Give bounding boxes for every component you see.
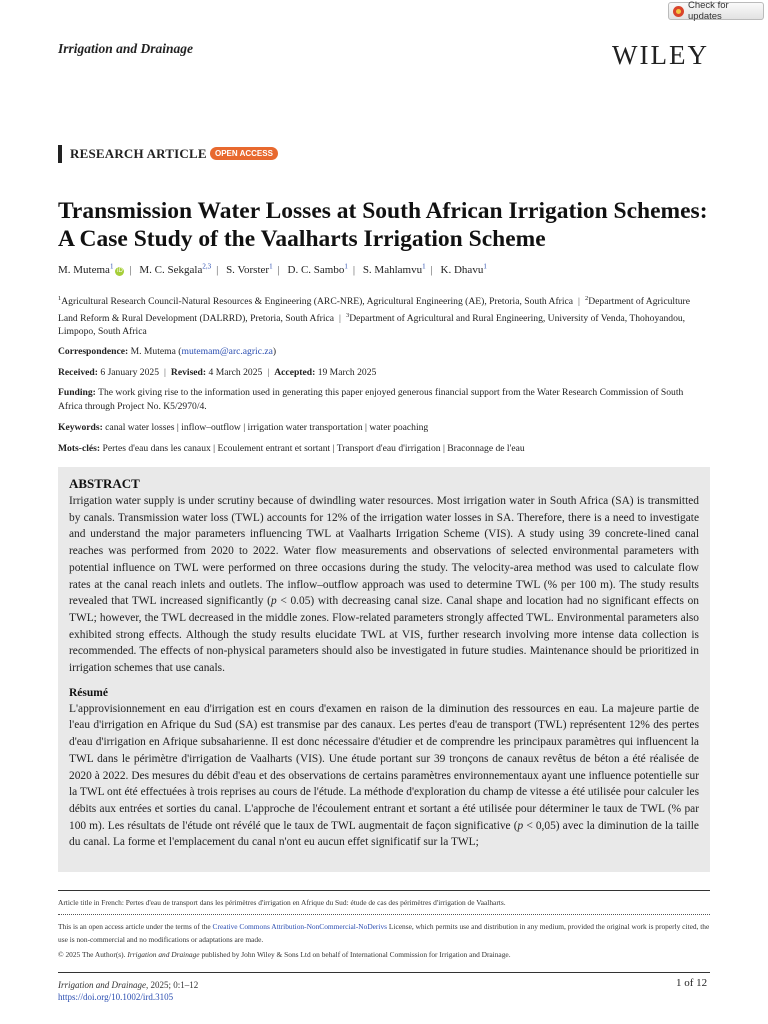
crossmark-icon [673, 6, 684, 17]
abstract-heading: ABSTRACT [69, 476, 140, 491]
footer-dotted-divider [58, 914, 710, 915]
journal-name: Irrigation and Drainage [58, 41, 194, 56]
license-note: This is an open access article under the terms of the Creative Commons Attribution-NonCommercial-NoDerivs License, which permits use and distribution in any medium, provided the original work is properly cited, the use is non-commercial and no modifications or adaptations are made. [58, 922, 710, 944]
footer-divider [58, 890, 710, 891]
article-type-label: RESEARCH ARTICLE [70, 146, 207, 161]
resume-heading: Résumé [69, 686, 108, 699]
keywords: Keywords: canal water losses | inflow–outflow | irrigation water transportation | water poaching [58, 422, 429, 433]
author-list: M. Mutema$^1$iD | M. C. Sekgala$^{2,3}$ | S. Vorster$^1$ | D. C. Sambo$^1$ | S. Mahlamvu$^1$ | K. Dhavu$^1$ [58, 262, 487, 276]
author-link[interactable]: M. C. Sekgala$^{2,3}$ [139, 262, 212, 276]
french-title-note: Article title in French: Pertes d'eau de transport dans les périmètres d'irrigation en Afrique du Sud: étude de cas des périmètres d'irrigation de Vaalharts. [58, 898, 506, 907]
check-for-updates-label: Check for updates [688, 0, 729, 22]
email-link[interactable]: mutemam@arc.agric.za [181, 346, 273, 357]
author-link[interactable]: K. Dhavu$^1$ [440, 262, 487, 276]
mots-cles: Mots-clés: Pertes d'eau dans les canaux | Ecoulement entrant et sortant | Transport d'eau d'irrigation | Braconnage de l'eau [58, 443, 525, 454]
correspondence: Correspondence: M. Mutema (mutemam@arc.agric.za) [58, 346, 277, 357]
article-title: Transmission Water Losses at South African Irrigation Schemes: A Case Study of the Vaalharts Irrigation Scheme [58, 198, 708, 252]
copyright-note: © 2025 The Author(s). Irrigation and Drainage published by John Wiley & Sons Ltd on behalf of International Commission for Irrigation and Drainage. [58, 950, 511, 959]
article-dates: Received: 6 January 2025 | Revised: 4 March 2025 | Accepted: 19 March 2025 [58, 367, 377, 378]
license-link[interactable]: Creative Commons Attribution-NonCommercial-NoDerivs [212, 922, 388, 931]
author-link[interactable]: S. Mahlamvu$^1$ [362, 262, 426, 276]
check-for-updates-button[interactable] [668, 2, 764, 20]
author-link[interactable]: S. Vorster$^1$ [226, 262, 273, 276]
citation-divider [58, 972, 710, 973]
page-number: 1 of 12 [676, 977, 708, 989]
abstract-box [58, 467, 710, 872]
resume-text: L'approvisionnement en eau d'irrigation est en cours d'examen en raison de la diminution des ressources en eau. La majeure partie de l'eau d'irrigation en Afrique du Sud (SA) est transmise par des canaux. Les pertes d'eau de transport (TWL) représentent 12% des pertes d'eau d'irrigation en Afrique subsaharienne. Il est donc nécessaire d'étudier et de comprendre les principaux paramètres qui influencent la TWL dans le périmètre d'irrigation de Vaalharts (VIS). Une étude portant sur 39 tronçons de canaux revêtus de béton a été réalisée de 2020 à 2022. Des mesures du débit d'eau et des observations de certains paramètres environnementaux ayant une influence potentielle sur la TWL ont été effectuées à trois reprises au cours de l'étude. La méthode d'exploration du champ de vitesse a été utilisée pour calculer les débits aux entrées et sorties du canal. L'approche de l'écoulement entrant et sortant a été utilisée pour déterminer le taux de TWL (% par 100 m). Les résultats de l'étude ont révélé que le taux de TWL augmentait de façon significative (p < 0,05) avec la diminution de la taille du canal. La forme et l'emplacement du canal n'ont eu aucun effet significatif sur la TWL; [69, 702, 699, 849]
citation: Irrigation and Drainage, 2025; 0:1–12 https://doi.org/10.1002/ird.3105 [58, 980, 199, 1002]
funding: Funding: The work giving rise to the information used in generating this paper enjoyed generous financial support from the Water Research Commission of South Africa through Project No. K5/2970/4. [58, 387, 684, 412]
orcid-icon[interactable]: iD [117, 267, 123, 274]
doi-link[interactable]: https://doi.org/10.1002/ird.3105 [58, 992, 174, 1002]
author-link[interactable]: M. Mutema$^1$ [58, 262, 114, 276]
article-type-bar [58, 145, 62, 163]
abstract-text: Irrigation water supply is under scrutiny because of dwindling water resources. Most irrigation water in South Africa (SA) is transmitted by canals. Transmission water loss (TWL) accounts for 12% of the irrigation water losses in SA. Therefore, there is a need to investigate and understand the major parameters influencing TWL at Vaalharts Irrigation Scheme (VIS). A study using 39 concrete-lined canal reaches was performed from 2020 to 2022. Water flow measurements and observations of selected environmental parameters with potential influence on TWL were performed on three occasions during the study. The velocity-area method was used to calculate flow rates at the canal reach inlets and outlets. The inflow–outflow approach was used to determine TWL (% per 100 m). The study results revealed that TWL increased significantly (p < 0.05) with decreasing canal size. Canal shape and location had no significant effects on TWL; however, the TWL decreased in the middle zones. Flow-related parameters strongly affected TWL. Environmental parameters also exhibited strong effects. Although the study results elucidate TWL at VIS, further research involving more intense data collection is recommended. The effects of non-physical parameters should also be investigated in future studies. Maintenance should be prioritized in irrigation schemes that use canals. [69, 495, 699, 675]
author-link[interactable]: D. C. Sambo$^1$ [287, 262, 348, 276]
affiliations: $^1$Agricultural Research Council-Natural Resources & Engineering (ARC-NRE), Agricultural Engineering (AE), Pretoria, South Africa | $^2$Department of Agriculture Land Reform & Rural Development (DALRRD), Pretoria, South Africa | $^3$Department of Agricultural and Rural Engineering, University of Venda, Thohoyandou, Limpopo, South Africa [58, 295, 690, 338]
publisher-logo: WILEY [612, 40, 709, 70]
open-access-badge: OPEN ACCESS [210, 147, 278, 160]
